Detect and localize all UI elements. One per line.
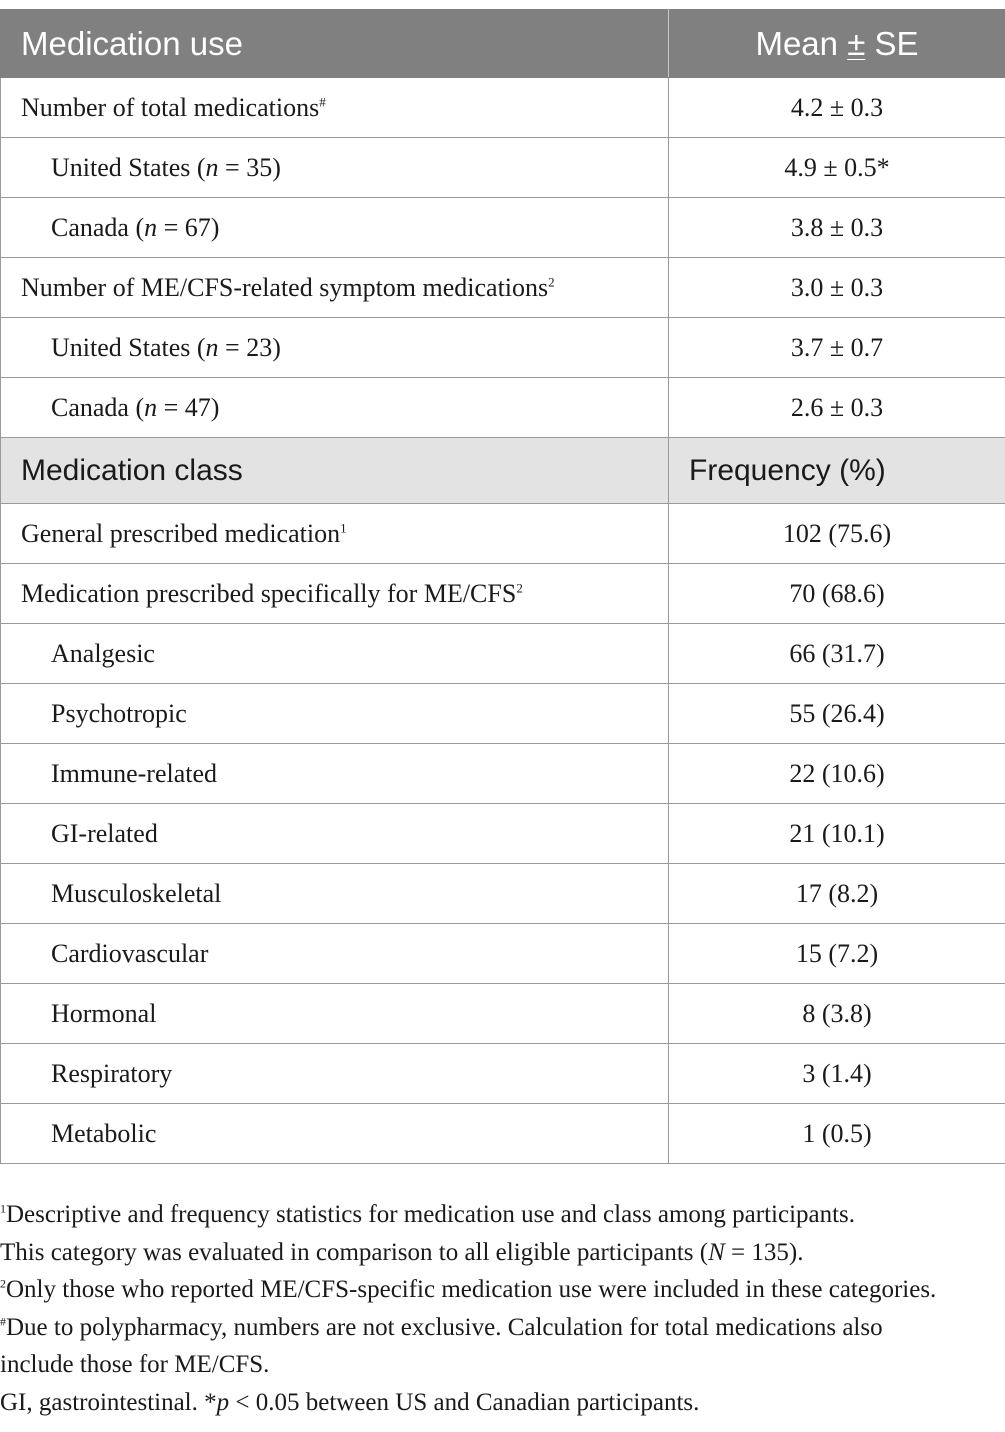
footnote-4-post: < 0.05 between US and Canadian participants. — [229, 1388, 700, 1416]
medication-use-label-cell — [1, 378, 669, 438]
medication-class-label: General prescribed medication — [21, 518, 341, 548]
medication-use-row — [1, 78, 1005, 138]
medication-use-label: United States ( — [51, 152, 206, 182]
medication-class-label-cell — [1, 504, 669, 564]
medication-class-value: 70 (68.6) — [669, 564, 1005, 624]
subheader-frequency: Frequency (%) — [669, 438, 1005, 504]
footnote-2-marker: 2 — [0, 1276, 6, 1291]
medication-use-label: Canada ( — [51, 392, 145, 422]
medication-class-label: Psychotropic — [51, 698, 187, 728]
medication-use-value: 3.7 ± 0.7 — [669, 318, 1005, 378]
medication-class-label-cell — [1, 864, 669, 924]
medication-use-label: Number of ME/CFS-related symptom medications — [21, 272, 549, 302]
footnote-3-text: Due to polypharmacy, numbers are not exclusive. Calculation for total medications also — [6, 1313, 883, 1341]
footnote-3 — [0, 1309, 1005, 1347]
medication-class-row — [1, 1104, 1005, 1164]
medication-class-label: Metabolic — [51, 1118, 157, 1148]
medication-use-row — [1, 318, 1005, 378]
medication-class-row — [1, 804, 1005, 864]
footnote-1b-text: This category was evaluated in comparison to all eligible participants ( — [0, 1238, 709, 1266]
medication-class-row — [1, 624, 1005, 684]
footnote-3b — [0, 1346, 1005, 1384]
medication-use-label-cell — [1, 198, 669, 258]
medication-class-label-cell — [1, 624, 669, 684]
medication-class-label: Musculoskeletal — [51, 878, 222, 908]
medication-class-label: Hormonal — [51, 998, 157, 1028]
medication-use-label-cell — [1, 138, 669, 198]
medication-class-label: Analgesic — [51, 638, 155, 668]
medication-use-n-symbol: n — [144, 392, 158, 422]
medication-class-label-cell — [1, 684, 669, 744]
medication-use-label-cell — [1, 258, 669, 318]
header-mean-label: Mean — [755, 24, 848, 62]
medication-use-n-value: = 35) — [218, 152, 281, 182]
medication-table — [0, 9, 1005, 1164]
medication-class-row — [1, 564, 1005, 624]
medication-use-row — [1, 198, 1005, 258]
medication-class-label: Respiratory — [51, 1058, 173, 1088]
medication-class-label: Immune-related — [51, 758, 218, 788]
medication-class-footnote-marker: 1 — [340, 519, 347, 535]
medication-class-footnote-marker: 2 — [516, 579, 523, 595]
medication-class-section — [1, 438, 1005, 504]
header-mean-se — [669, 10, 1005, 78]
medication-class-row — [1, 504, 1005, 564]
medication-class-value: 8 (3.8) — [669, 984, 1005, 1044]
medication-use-rows — [1, 78, 1005, 438]
medication-class-value: 22 (10.6) — [669, 744, 1005, 804]
medication-class-row — [1, 684, 1005, 744]
subheader-row — [1, 438, 1005, 504]
table-footnotes — [0, 1196, 1005, 1421]
header-medication-use: Medication use — [1, 10, 669, 78]
footnote-1b-N: N — [708, 1238, 725, 1266]
medication-class-label-cell — [1, 1104, 669, 1164]
medication-class-rows — [1, 504, 1005, 1164]
medication-use-row — [1, 138, 1005, 198]
medication-use-label: Canada ( — [51, 212, 145, 242]
subheader-medication-class: Medication class — [1, 438, 669, 504]
medication-class-value: 21 (10.1) — [669, 804, 1005, 864]
medication-class-label-cell — [1, 564, 669, 624]
medication-class-label-cell — [1, 744, 669, 804]
medication-class-value: 55 (26.4) — [669, 684, 1005, 744]
header-plusminus: ± — [847, 24, 866, 62]
medication-class-label: Medication prescribed specifically for ME/CFS — [21, 578, 517, 608]
header-se-label: SE — [865, 24, 919, 62]
medication-class-row — [1, 984, 1005, 1044]
medication-class-label: GI-related — [51, 818, 158, 848]
medication-use-n-value: = 47) — [157, 392, 220, 422]
medication-class-label-cell — [1, 804, 669, 864]
medication-use-row — [1, 258, 1005, 318]
medication-use-n-symbol: n — [144, 212, 158, 242]
medication-class-row — [1, 864, 1005, 924]
medication-class-label-cell — [1, 1044, 669, 1104]
medication-use-label: Number of total medications — [21, 92, 320, 122]
medication-class-value: 66 (31.7) — [669, 624, 1005, 684]
medication-use-footnote-marker: # — [319, 93, 326, 109]
footnote-2-text: Only those who reported ME/CFS-specific medication use were included in these categories. — [6, 1276, 937, 1303]
medication-class-label: Cardiovascular — [51, 938, 209, 968]
footnote-1 — [0, 1196, 1005, 1234]
medication-use-value: 4.2 ± 0.3 — [669, 78, 1005, 138]
footnote-4-text: GI, gastrointestinal. * — [0, 1388, 217, 1416]
medication-use-n-symbol: n — [205, 332, 219, 362]
medication-class-value: 15 (7.2) — [669, 924, 1005, 984]
medication-use-n-symbol: n — [205, 152, 219, 182]
footnote-4 — [0, 1384, 1005, 1422]
medication-class-value: 1 (0.5) — [669, 1104, 1005, 1164]
medication-use-value: 3.0 ± 0.3 — [669, 258, 1005, 318]
medication-class-row — [1, 924, 1005, 984]
medication-use-label-cell — [1, 318, 669, 378]
medication-use-label-cell — [1, 78, 669, 138]
medication-use-n-value: = 23) — [218, 332, 281, 362]
medication-class-row — [1, 744, 1005, 804]
medication-class-row — [1, 1044, 1005, 1104]
medication-class-value: 17 (8.2) — [669, 864, 1005, 924]
footnote-4-p: p — [216, 1388, 230, 1416]
medication-use-value: 3.8 ± 0.3 — [669, 198, 1005, 258]
medication-class-label-cell — [1, 924, 669, 984]
table-header-row — [1, 10, 1005, 78]
footnote-3-marker: # — [0, 1314, 6, 1329]
medication-use-value: 2.6 ± 0.3 — [669, 378, 1005, 438]
footnote-1b — [0, 1234, 1005, 1272]
medication-use-label: United States ( — [51, 332, 206, 362]
footnote-2 — [0, 1271, 1005, 1309]
medication-use-footnote-marker: 2 — [548, 273, 555, 289]
footnote-3b-text: include those for ME/CFS. — [0, 1351, 270, 1378]
medication-use-row — [1, 378, 1005, 438]
footnote-1-text: Descriptive and frequency statistics for medication use and class among participants. — [6, 1201, 856, 1228]
medication-class-label-cell — [1, 984, 669, 1044]
footnote-1-marker: 1 — [0, 1201, 6, 1216]
medication-use-value: 4.9 ± 0.5* — [669, 138, 1005, 198]
medication-use-n-value: = 67) — [157, 212, 220, 242]
medication-class-value: 102 (75.6) — [669, 504, 1005, 564]
footnote-1b-count: = 135). — [724, 1238, 804, 1266]
medication-class-value: 3 (1.4) — [669, 1044, 1005, 1104]
